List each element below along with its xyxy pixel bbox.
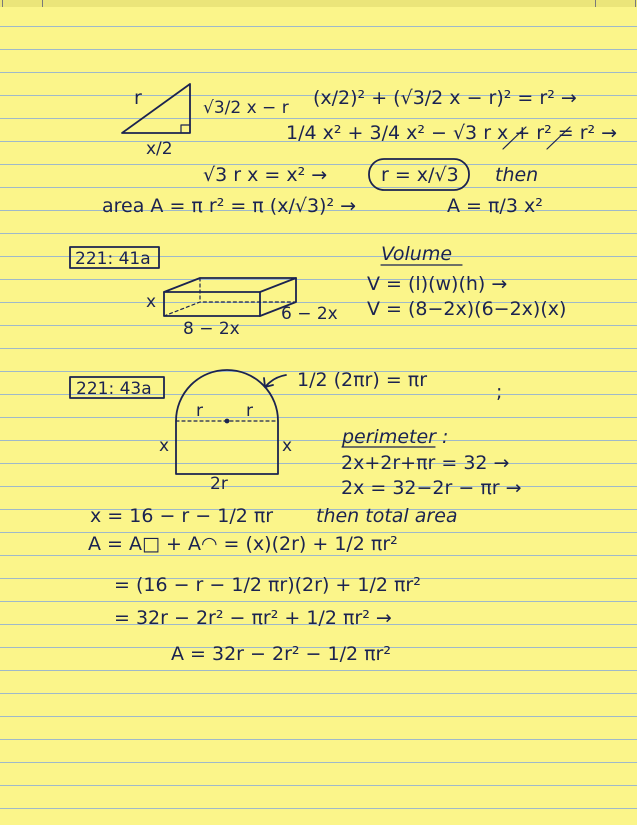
box-top-face xyxy=(164,278,296,292)
section-3-window-area xyxy=(70,369,522,665)
equation-line-1: (x/2)² + (√3/2 x − r)² = r² → xyxy=(313,87,577,109)
area-equation: area A = π r² = π (x/√3)² → xyxy=(102,195,357,217)
radius-left-label: r xyxy=(196,401,203,421)
triangle-hypotenuse-label: r xyxy=(134,87,142,109)
section-1-triangle-derivation xyxy=(102,84,617,217)
problem-label-43a: 221: 43a xyxy=(76,379,152,399)
box-width-label: 6 − 2x xyxy=(281,304,338,324)
right-side-label: x xyxy=(282,436,293,456)
boxed-result: r = x/√3 xyxy=(381,164,459,186)
perimeter-title: perimeter : xyxy=(342,426,449,448)
problem-label-41a: 221: 41a xyxy=(75,249,151,269)
equation-line-3: √3 r x = x² → xyxy=(203,164,328,186)
arch-center-point xyxy=(225,419,230,424)
area-line-1: A = A□ + A◠ = (x)(2r) + 1/2 πr² xyxy=(88,533,398,555)
right-triangle xyxy=(122,84,190,133)
right-angle-marker xyxy=(181,125,190,133)
left-side-label: x xyxy=(159,436,170,456)
then-total-area: then total area xyxy=(316,505,458,527)
area-line-2: = (16 − r − 1/2 πr)(2r) + 1/2 πr² xyxy=(114,574,421,596)
arc-length-note: 1/2 (2πr) = πr xyxy=(297,369,428,391)
arc-pointer-arrow xyxy=(266,375,286,386)
area-result: A = π/3 x² xyxy=(447,195,543,217)
then-word: then xyxy=(495,164,539,186)
area-final: A = 32r − 2r² − 1/2 πr² xyxy=(171,643,391,665)
section-2-box-volume xyxy=(70,243,566,339)
area-line-3: = 32r − 2r² − πr² + 1/2 πr² → xyxy=(114,607,392,629)
triangle-horizontal-label: x/2 xyxy=(146,139,173,159)
triangle-vertical-label: √3/2 x − r xyxy=(203,98,289,118)
bottom-label: 2r xyxy=(210,474,228,494)
semicolon-mark: ; xyxy=(496,381,503,403)
volume-title: Volume xyxy=(381,243,453,265)
volume-expression: V = (8−2x)(6−2x)(x) xyxy=(367,298,567,320)
box-length-label: 8 − 2x xyxy=(183,319,240,339)
perimeter-line-2: 2x = 32−2r − πr → xyxy=(341,477,522,499)
equation-line-2: 1/4 x² + 3/4 x² − √3 r x + r² = r² → xyxy=(286,122,618,144)
radius-right-label: r xyxy=(246,401,253,421)
volume-formula: V = (l)(w)(h) → xyxy=(367,273,508,295)
box-front-face xyxy=(164,292,260,316)
box-height-label: x xyxy=(146,292,157,312)
perimeter-line-1: 2x+2r+πr = 32 → xyxy=(341,452,510,474)
x-expression: x = 16 − r − 1/2 πr xyxy=(90,505,274,527)
